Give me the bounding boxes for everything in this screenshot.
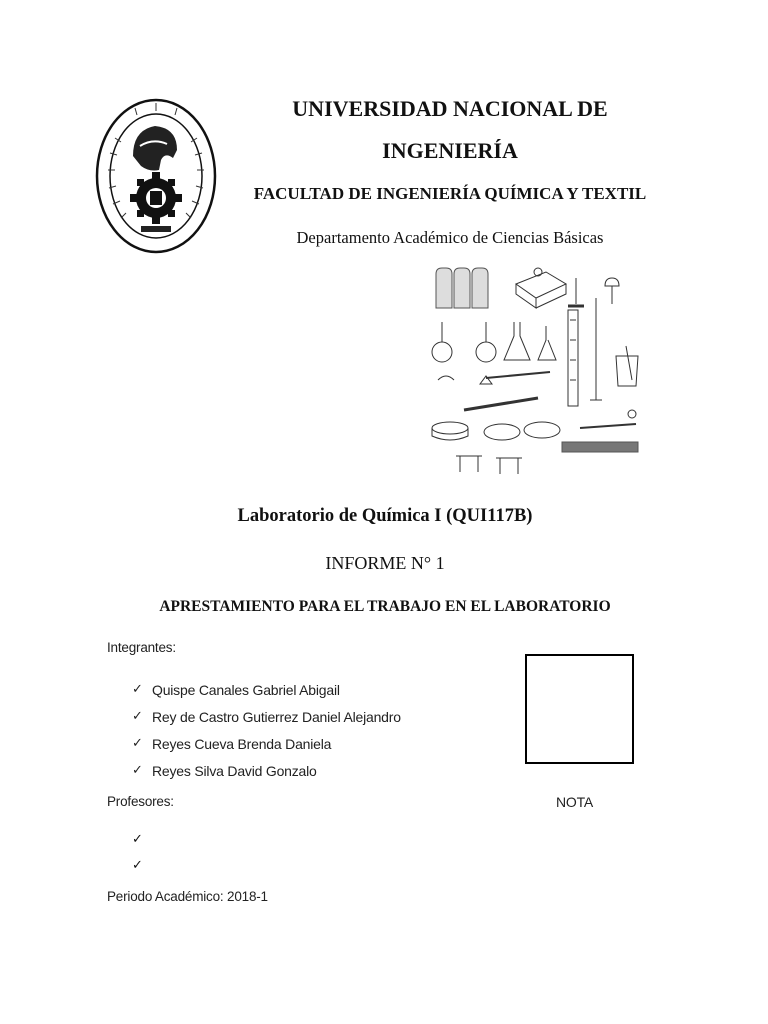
list-item xyxy=(132,852,152,878)
university-seal-icon xyxy=(95,98,217,254)
academic-period: Periodo Académico: 2018-1 xyxy=(107,889,268,904)
report-number: INFORME N° 1 xyxy=(325,553,445,573)
grade-box xyxy=(525,654,634,764)
list-item xyxy=(132,826,152,852)
professors-label: Profesores: xyxy=(107,794,174,809)
check-icon: ✓ xyxy=(132,831,143,847)
check-icon: ✓ xyxy=(132,736,143,751)
member-name: Reyes Silva David Gonzalo xyxy=(152,762,317,779)
professors-list xyxy=(132,826,152,878)
university-name-line1: UNIVERSIDAD NACIONAL DE xyxy=(292,96,608,121)
list-item xyxy=(132,757,401,784)
department-name: Departamento Académico de Ciencias Básicas xyxy=(296,228,604,247)
member-name: Quispe Canales Gabriel Abigail xyxy=(152,681,340,698)
member-name: Rey de Castro Gutierrez Daniel Alejandro xyxy=(152,708,401,725)
university-name xyxy=(230,88,670,172)
report-topic: APRESTAMIENTO PARA EL TRABAJO EN EL LABORATORIO xyxy=(159,598,611,615)
faculty-name: FACULTAD DE INGENIERÍA QUÍMICA Y TEXTIL xyxy=(253,184,647,203)
check-icon: ✓ xyxy=(132,709,143,724)
list-item xyxy=(132,703,401,730)
grade-label: NOTA xyxy=(556,794,594,810)
list-item xyxy=(132,676,401,703)
list-item xyxy=(132,730,401,757)
member-name: Reyes Cueva Brenda Daniela xyxy=(152,735,332,752)
check-icon: ✓ xyxy=(132,763,143,778)
course-title: Laboratorio de Química I (QUI117B) xyxy=(237,506,533,526)
check-icon: ✓ xyxy=(132,857,143,873)
members-label: Integrantes: xyxy=(107,640,176,655)
members-list xyxy=(132,676,401,784)
check-icon: ✓ xyxy=(132,682,143,697)
lab-equipment-illustration xyxy=(420,260,652,478)
university-name-line2: INGENIERÍA xyxy=(382,138,518,163)
